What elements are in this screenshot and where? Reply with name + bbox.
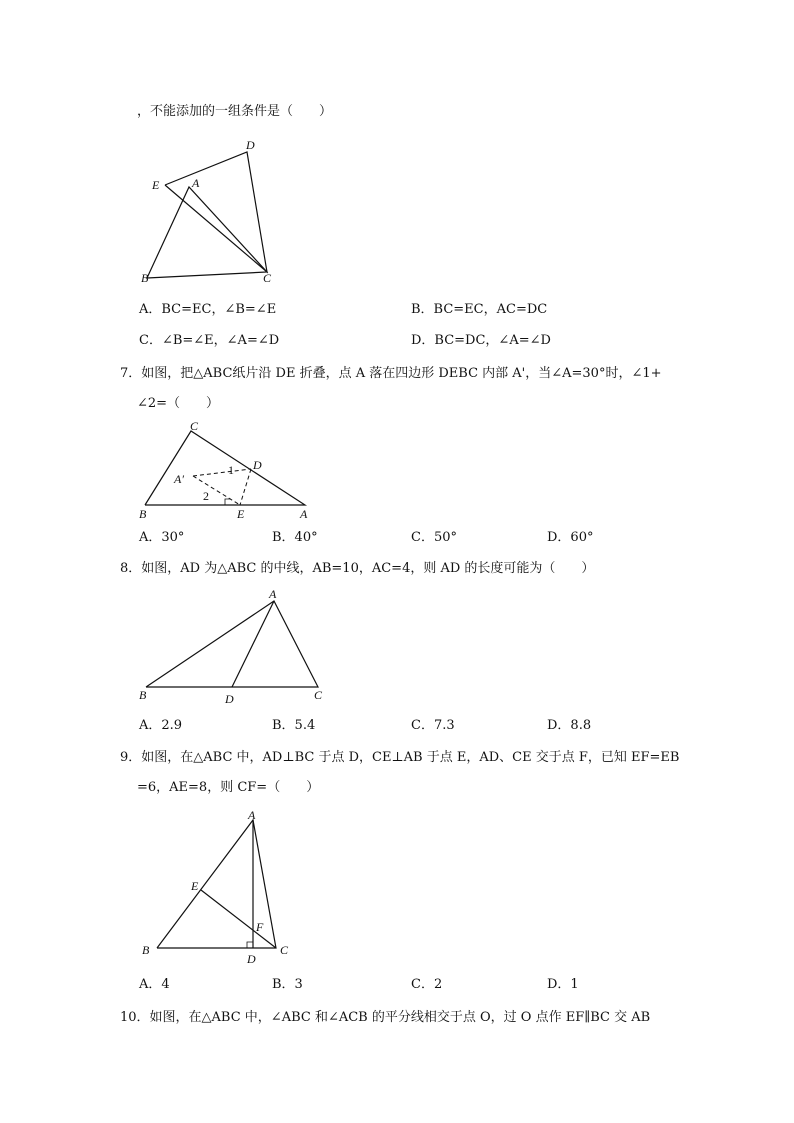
q7-label-c: C xyxy=(190,419,199,433)
q9-option-d: D．1 xyxy=(547,977,579,992)
q7-option-c: C．50° xyxy=(411,530,457,545)
q6-option-c: C．∠B=∠E，∠A=∠D xyxy=(139,333,280,348)
q8-label-b: B xyxy=(139,688,147,702)
q8-figure xyxy=(135,585,335,710)
q9-label-c: C xyxy=(280,943,289,957)
q6-label-a: A xyxy=(192,176,200,190)
q7-label-e: E xyxy=(237,507,245,521)
q9-option-b: B．3 xyxy=(272,977,303,992)
q6-figure xyxy=(135,135,285,285)
q8-option-d: D．8.8 xyxy=(547,718,592,733)
q7-label-2: 2 xyxy=(203,489,209,503)
q8-option-b: B．5.4 xyxy=(272,718,316,733)
q9-figure xyxy=(135,805,305,970)
q6-option-a: A．BC=EC，∠B=∠E xyxy=(139,302,277,317)
q7-label-b: B xyxy=(139,507,147,521)
q8-label-c: C xyxy=(314,688,323,702)
q7-label-1: 1 xyxy=(228,463,234,477)
q7-label-a: A xyxy=(300,507,308,521)
q8-label-a: A xyxy=(269,587,277,601)
q9-label-b: B xyxy=(142,943,150,957)
q7-label-a-prime: A′ xyxy=(174,472,184,486)
q7-stem-line1: 7．如图，把△ABC纸片沿 DE 折叠，点 A 落在四边形 DEBC 内部 A'，当∠A=30°时，∠1+ xyxy=(120,366,662,381)
q8-option-c: C．7.3 xyxy=(411,718,455,733)
q6-label-d: D xyxy=(246,138,255,152)
q10-stem: 10．如图，在△ABC 中，∠ABC 和∠ACB 的平分线相交于点 O，过 O 点作 EF∥BC 交 AB xyxy=(120,1010,651,1025)
q6-option-b: B．BC=EC，AC=DC xyxy=(411,302,548,317)
q6-option-d: D．BC=DC，∠A=∠D xyxy=(411,333,551,348)
q7-option-a: A．30° xyxy=(139,530,185,545)
q6-stem-tail: ，不能添加的一组条件是（ ） xyxy=(137,104,333,119)
q6-label-e: E xyxy=(152,178,160,192)
q8-option-a: A．2.9 xyxy=(139,718,183,733)
q7-option-d: D．60° xyxy=(547,530,594,545)
q9-label-a: A xyxy=(248,808,256,822)
q7-stem-line2: ∠2=（ ） xyxy=(137,396,220,411)
q9-label-d: D xyxy=(247,952,256,966)
q9-stem-line1: 9．如图，在△ABC 中，AD⊥BC 于点 D，CE⊥AB 于点 E，AD、CE 交于点 F，已知 EF=EB xyxy=(120,750,680,765)
q9-label-f: F xyxy=(256,920,264,934)
q6-label-c: C xyxy=(263,271,272,285)
q9-option-c: C．2 xyxy=(411,977,443,992)
q8-label-d: D xyxy=(225,692,234,706)
q6-label-b: B xyxy=(141,271,149,285)
q9-label-e: E xyxy=(191,879,199,893)
q7-figure xyxy=(135,418,315,528)
q8-stem: 8．如图，AD 为△ABC 的中线，AB=10，AC=4，则 AD 的长度可能为（ ） xyxy=(120,561,595,576)
q7-option-b: B．40° xyxy=(272,530,318,545)
q9-stem-line2: =6，AE=8，则 CF=（ ） xyxy=(137,780,320,795)
q7-label-d: D xyxy=(253,458,262,472)
q9-option-a: A．4 xyxy=(139,977,170,992)
